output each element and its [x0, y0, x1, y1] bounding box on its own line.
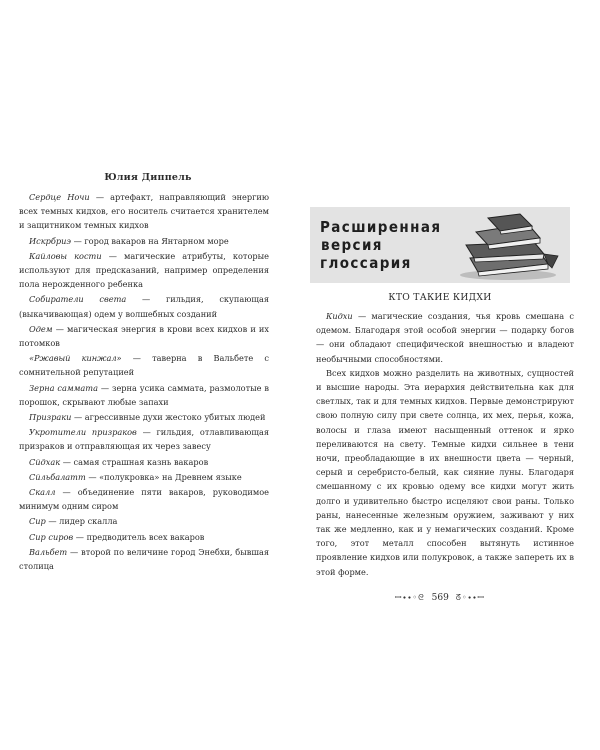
glossary-term: Вальбет	[29, 546, 68, 557]
article-lead-term: Кидхи	[326, 311, 353, 321]
glossary-definition: — зерна усика саммата, размолотые в порошок, скрывают любые запахи	[19, 382, 269, 407]
glossary-definition: — город вакаров на Янтарном море	[73, 235, 229, 246]
article-body	[316, 309, 574, 579]
glossary-definition: — самая страшная казнь вакаров	[62, 456, 209, 467]
glossary-entry	[19, 410, 269, 424]
glossary-entry	[19, 530, 269, 544]
glossary-list	[19, 190, 269, 574]
glossary-term: Собиратели света	[29, 294, 127, 305]
article-paragraph	[316, 309, 574, 366]
banner-title-line2: версия	[321, 236, 383, 254]
glossary-term: Скалл	[29, 487, 56, 498]
glossary-entry	[19, 234, 269, 248]
glossary-definition: — артефакт, направляющий энергию всех темных кидхов, его носитель считается хранителем и защитником темных кидхов	[19, 192, 269, 231]
glossary-term: Сйльбалатт	[29, 471, 86, 482]
glossary-definition: — магическая энергия в крови всех кидхов и их потомков	[19, 323, 269, 349]
glossary-entry	[19, 545, 269, 573]
glossary-term: Зерна саммата	[29, 382, 98, 393]
glossary-entry	[19, 381, 269, 409]
glossary-entry	[19, 470, 269, 484]
glossary-entry	[19, 514, 269, 528]
glossary-definition: — гильдия, отлавливающая призраков и отправляющая их через завесу	[19, 427, 269, 452]
ornament-left-icon: ꟷ∙∙◦ᘓ	[395, 593, 425, 602]
page-number: 569	[431, 593, 449, 603]
glossary-term: «Ржавый кинжал»	[29, 353, 122, 364]
banner-title	[320, 218, 441, 272]
ornament-right-icon: ᘔ◦∙∙ꟷ	[455, 593, 485, 602]
glossary-definition: — магические атрибуты, которые используют для предсказаний, например определения пола нерожденного ребенка	[19, 250, 269, 290]
article-paragraph	[316, 366, 574, 579]
glossary-definition: — предводитель всех вакаров	[75, 531, 205, 542]
article-text: Всех кидхов можно разделить на животных, сущностей и высшие народы. Эта иерархия действительна как для светлых, так и для темных кидхов. Первые демонстрируют свою полную силу при свете солнца, их мех, перья, кожа, волосы и глаза имеют насыщенный оттенок и ярко переливаются на свету. Темные кидхи сильнее в тени ночи, преобладающие в их внешности цвета — черный, серый и серебристо-белый, как сияние луны. Благодаря смешанному с их кровью одему все кидхи могут жить долго и удивительно быстро исцеляют свои раны. Только раны, нанесенные железным оружием, заживают у них так же медленно, как и у немагических созданий. Кроме того, этот металл способен вытянуть истинное проявление кидхов или полукровок, а также запереть их в этой форме.	[316, 367, 574, 577]
glossary-definition: — объединение пяти вакаров, руководимое минимум одним сиром	[19, 487, 269, 512]
glossary-entry	[19, 292, 269, 320]
banner-title-line1: Расширенная	[320, 218, 442, 236]
glossary-term: Сир сиров	[29, 531, 74, 542]
glossary-entry	[19, 190, 269, 233]
glossary-entry	[19, 455, 269, 469]
glossary-term: Укротители призраков	[29, 427, 137, 438]
glossary-term: Сйдхак	[29, 456, 61, 467]
running-header: Юлия Диппель	[104, 172, 192, 183]
glossary-term: Одем	[29, 323, 53, 334]
glossary-entry	[19, 322, 269, 350]
glossary-term: Кайловы кости	[29, 250, 102, 261]
article-text: — магические создания, чья кровь смешана с одемом. Благодаря этой особой энергии — подарку богов — они обладают специфической внешностью и владеют необычными способностями.	[316, 311, 574, 364]
page-footer	[310, 592, 570, 603]
glossary-definition: — гильдия, скупающая (выкачивающая) одем у волшебных созданий	[19, 294, 269, 319]
glossary-definition: — «полукровка» на Древнем языке	[88, 471, 242, 482]
glossary-definition: — таверна в Вальбете с сомнительной репутацией	[19, 353, 269, 378]
banner-title-line3: глоссария	[320, 254, 412, 272]
glossary-definition: — лидер скалла	[48, 516, 118, 527]
glossary-term: Искрбриэ	[29, 235, 71, 246]
books-illustration	[448, 212, 566, 282]
glossary-entry	[19, 425, 269, 453]
glossary-entry	[19, 351, 269, 379]
glossary-definition: — второй по величине город Энебхи, бывшая столица	[19, 546, 269, 572]
glossary-term: Сир	[29, 516, 46, 527]
glossary-term: Сердце Ночи	[29, 192, 90, 202]
glossary-definition: — агрессивные духи жестоко убитых людей	[74, 412, 266, 423]
section-title: КТО ТАКИЕ КИДХИ	[388, 292, 492, 303]
glossary-term: Призраки	[29, 412, 72, 423]
glossary-entry	[19, 249, 269, 292]
glossary-entry	[19, 485, 269, 513]
